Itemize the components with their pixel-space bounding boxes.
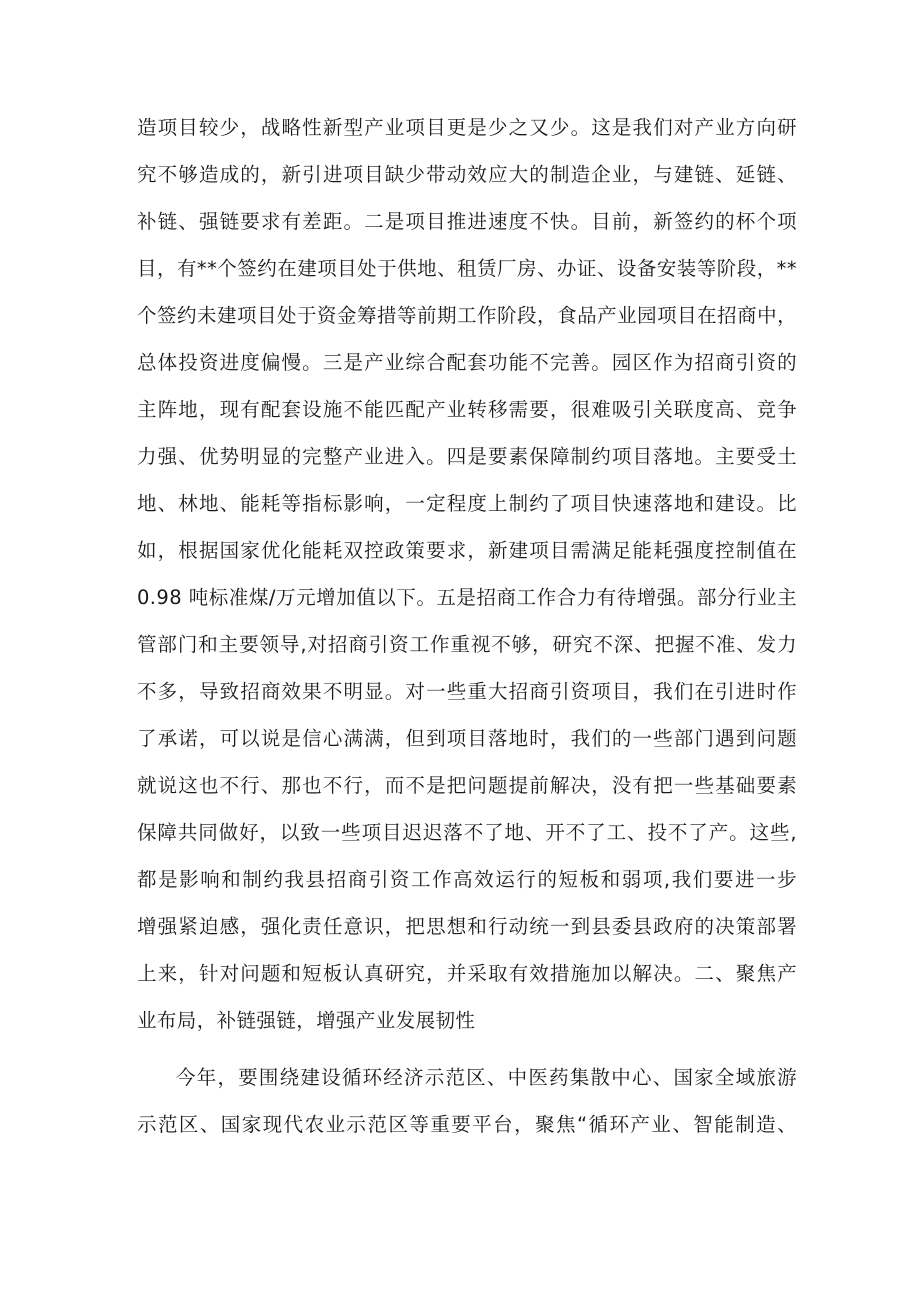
text-line: 0.98 吨标准煤/万元增加值以下。五是招商工作合力有待增强。部分行业主: [137, 586, 797, 609]
text-line: 上来，针对问题和短板认真研究，并采取有效措施加以解决。二、聚焦产: [137, 962, 797, 985]
text-line: 管部门和主要领导,对招商引资工作重视不够，研究不深、把握不准、发力: [137, 633, 797, 656]
text-line: 总体投资进度偏慢。三是产业综合配套功能不完善。园区作为招商引资的: [137, 351, 797, 374]
text-line: 了承诺，可以说是信心满满，但到项目落地时，我们的一些部门遇到问题: [137, 727, 797, 750]
text-line: 主阵地，现有配套设施不能匹配产业转移需要，很难吸引关联度高、竞争: [137, 398, 797, 421]
text-line: 示范区、国家现代农业示范区等重要平台，聚焦“循环产业、智能制造、: [137, 1113, 797, 1136]
text-line: 究不够造成的，新引进项目缺少带动效应大的制造企业，与建链、延链、: [137, 163, 797, 186]
text-line: 力强、优势明显的完整产业进入。四是要素保障制约项目落地。主要受土: [137, 445, 797, 468]
text-line: 业布局，补链强链，增强产业发展韧性: [137, 1009, 476, 1032]
text-line: 都是影响和制约我县招商引资工作高效运行的短板和弱项,我们要进一步: [137, 868, 797, 891]
text-line: 地、林地、能耗等指标影响，一定程度上制约了项目快速落地和建设。比: [137, 492, 797, 515]
text-line: 增强紧迫感，强化责任意识，把思想和行动统一到县委县政府的决策部署: [137, 915, 797, 938]
text-line: 保障共同做好，以致一些项目迟迟落不了地、开不了工、投不了产。这些,: [137, 821, 797, 844]
text-line: 不多，导致招商效果不明显。对一些重大招商引资项目，我们在引进时作: [137, 680, 797, 703]
text-line: 就说这也不行、那也不行，而不是把问题提前解决，没有把一些基础要素: [137, 774, 797, 797]
text-line: 今年，要围绕建设循环经济示范区、中医药集散中心、国家全域旅游: [176, 1066, 797, 1089]
text-line: 目，有**个签约在建项目处于供地、租赁厂房、办证、设备安装等阶段，**: [137, 257, 797, 280]
text-line: 补链、强链要求有差距。二是项目推进速度不快。目前，新签约的杯个项: [137, 210, 797, 233]
text-line: 个签约未建项目处于资金筹措等前期工作阶段，食品产业园项目在招商中，: [137, 304, 797, 327]
text-line: 如，根据国家优化能耗双控政策要求，新建项目需满足能耗强度控制值在: [137, 539, 797, 562]
text-line: 造项目较少，战略性新型产业项目更是少之又少。这是我们对产业方向研: [137, 116, 797, 139]
